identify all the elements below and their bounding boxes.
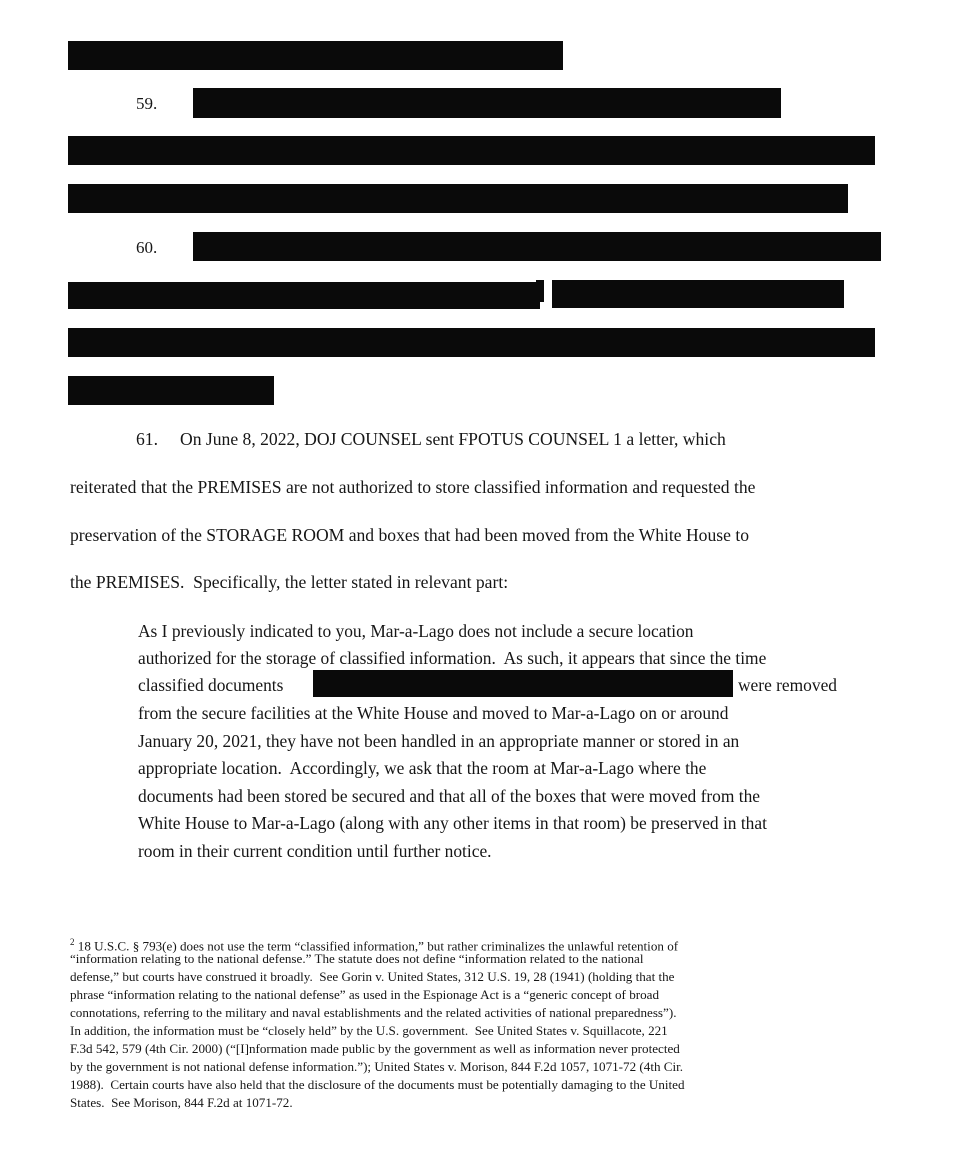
redaction-bar bbox=[552, 280, 844, 308]
redaction-bar bbox=[68, 41, 563, 70]
quote-line-3-start: classified documents bbox=[138, 675, 284, 695]
paragraph-61-line-2: reiterated that the PREMISES are not authorized to store classified information and requested the bbox=[70, 477, 756, 497]
footnote-line-4: phrase “information relating to the national defense” as used in the Espionage Act is a “generic concept of broad bbox=[70, 987, 660, 1002]
paragraph-61-line-1: 61. On June 8, 2022, DOJ COUNSEL sent FPOTUS COUNSEL 1 a letter, which bbox=[136, 429, 726, 449]
footnote-line-3: defense,” but courts have construed it broadly. See Gorin v. United States, 312 U.S. 19, 28 (1941) (holding that the bbox=[70, 969, 675, 984]
footnote-line-5: connotations, referring to the military and naval establishments and the related activities of national preparedness”). bbox=[70, 1005, 677, 1020]
quote-line-3-end: were removed bbox=[738, 675, 837, 695]
quote-line-2: authorized for the storage of classified information. As such, it appears that since the time bbox=[138, 648, 767, 668]
quote-line-4: from the secure facilities at the White House and moved to Mar-a-Lago on or around bbox=[138, 703, 729, 723]
paragraph-61-line-4: the PREMISES. Specifically, the letter stated in relevant part: bbox=[70, 572, 509, 592]
paragraph-number-59: 59. bbox=[136, 94, 158, 113]
quote-line-1: As I previously indicated to you, Mar-a-Lago does not include a secure location bbox=[138, 621, 694, 641]
redaction-bar bbox=[193, 88, 781, 118]
footnote-line-8: by the government is not national defense information.”); United States v. Morison, 844 F.2d 1057, 1071-72 (4th Cir. bbox=[70, 1059, 684, 1074]
redaction-bar bbox=[68, 282, 540, 309]
footnote-line-9: 1988). Certain courts have also held that the disclosure of the documents must be potentially damaging to the United bbox=[70, 1077, 685, 1092]
paragraph-number-60: 60. bbox=[136, 238, 158, 257]
quote-line-8: White House to Mar-a-Lago (along with any other items in that room) be preserved in that bbox=[138, 813, 767, 833]
redaction-bar bbox=[193, 232, 881, 261]
redaction-bar bbox=[68, 136, 875, 165]
quote-line-9: room in their current condition until further notice. bbox=[138, 841, 492, 861]
footnote-line-7: F.3d 542, 579 (4th Cir. 2000) (“[I]nformation made public by the government as well as information never protected bbox=[70, 1041, 680, 1056]
redaction-bar bbox=[68, 328, 875, 357]
footnote-text: 18 U.S.C. § 793(e) does not use the term “classified information,” but rather criminalizes the unlawful retention of bbox=[74, 938, 679, 954]
redaction-bar bbox=[68, 184, 848, 213]
paragraph-61-line-3: preservation of the STORAGE ROOM and boxes that had been moved from the White House to bbox=[70, 525, 750, 545]
redaction-bar bbox=[536, 280, 544, 302]
quote-line-5: January 20, 2021, they have not been handled in an appropriate manner or stored in an bbox=[138, 731, 740, 751]
inline-redaction-bar bbox=[313, 670, 733, 697]
quote-line-7: documents had been stored be secured and that all of the boxes that were moved from the bbox=[138, 786, 760, 806]
redaction-bar bbox=[68, 376, 274, 405]
footnote-line-6: In addition, the information must be “closely held” by the U.S. government. See United States v. Squillacote, 221 bbox=[70, 1023, 668, 1038]
footnote-line-10: States. See Morison, 844 F.2d at 1071-72. bbox=[70, 1095, 293, 1110]
quote-line-6: appropriate location. Accordingly, we ask that the room at Mar-a-Lago where the bbox=[138, 758, 707, 778]
footnote-line-2: “information relating to the national defense.” The statute does not define “information related to the national bbox=[70, 951, 644, 966]
footnote-marker: 2 bbox=[70, 937, 75, 947]
